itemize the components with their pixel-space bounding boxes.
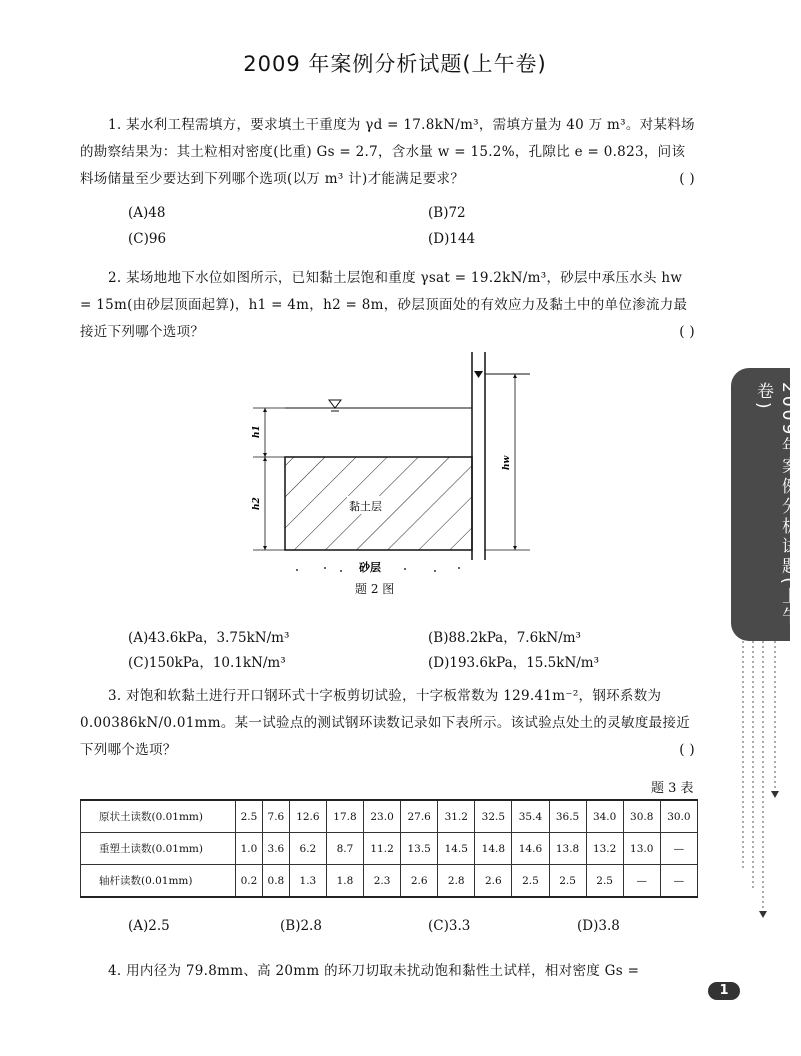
table-cell: 3.6 (262, 833, 289, 865)
arrow-down-icon (771, 791, 779, 798)
hw-label: hw (502, 455, 512, 470)
table-cell: 14.5 (438, 833, 475, 865)
table-cell: 1.3 (289, 865, 326, 898)
table-cell: 30.0 (660, 800, 697, 833)
table-cell: 36.5 (549, 800, 586, 833)
table-cell: — (660, 833, 697, 865)
table-cell: 1.0 (236, 833, 263, 865)
table-cell: 35.4 (512, 800, 549, 833)
table-cell: 13.5 (401, 833, 438, 865)
table-cell: 34.0 (586, 800, 623, 833)
groundwater-diagram (245, 350, 565, 575)
question-4 (80, 958, 695, 985)
h2-label: h2 (252, 497, 262, 510)
q3-option-b: (B)2.8 (280, 918, 322, 934)
q1-option-d: (D)144 (428, 231, 476, 247)
q3-option-d: (D)3.8 (577, 918, 620, 934)
question-3 (80, 683, 695, 764)
table-cell: 0.8 (262, 865, 289, 898)
table-cell: 2.5 (236, 800, 263, 833)
row-label: 轴杆读数(0.01mm) (81, 865, 236, 898)
table-cell: 12.6 (289, 800, 326, 833)
table-row (81, 800, 698, 833)
q2-option-c: (C)150kPa，10.1kN/m³ (128, 655, 286, 671)
question-2 (80, 265, 695, 346)
side-tab-label: 2009年案例分析试题(上午卷) (753, 382, 798, 627)
table-cell: 0.2 (236, 865, 263, 898)
table-cell: 30.8 (623, 800, 660, 833)
table-cell: 13.0 (623, 833, 660, 865)
chapter-side-tab (731, 368, 798, 641)
question-4-text: 4. 用内径为 79.8mm、高 20mm 的环刀切取未扰动饱和黏性土试样，相对密度 Gs = (108, 963, 640, 979)
q3-option-c: (C)3.3 (428, 918, 471, 934)
table-cell: 2.6 (401, 865, 438, 898)
reading-table (80, 799, 698, 898)
table-cell: 13.8 (549, 833, 586, 865)
table-cell: 2.5 (586, 865, 623, 898)
table-cell: 11.2 (364, 833, 401, 865)
q1-option-a: (A)48 (128, 205, 166, 221)
h1-label: h1 (252, 425, 262, 438)
q1-option-b: (B)72 (428, 205, 466, 221)
table-cell: 13.2 (586, 833, 623, 865)
q1-option-c: (C)96 (128, 231, 167, 247)
question-3-text: 3. 对饱和软黏土进行开口钢环式十字板剪切试验，十字板常数为 129.41m⁻²，钢环系数为 0.00386kN/0.01mm。某一试验点的测试钢环读数记录如下表所示。该试验点处土的灵敏度最接近下列哪个选项？ (80, 688, 691, 758)
water-level-icon (474, 371, 483, 378)
water-level-icon (329, 400, 341, 408)
clay-label: 黏土层 (349, 500, 382, 513)
table-cell: 27.6 (401, 800, 438, 833)
q2-option-a: (A)43.6kPa，3.75kN/m³ (128, 630, 290, 646)
table-cell: 14.6 (512, 833, 549, 865)
table-row (81, 865, 698, 898)
arrow-down-icon (759, 911, 767, 918)
table-cell: 7.6 (262, 800, 289, 833)
answer-paren: ( ) (679, 324, 695, 340)
q2-option-b: (B)88.2kPa，7.6kN/m³ (428, 630, 581, 646)
table-cell: 8.7 (326, 833, 363, 865)
answer-paren: ( ) (679, 171, 695, 187)
table-cell: — (660, 865, 697, 898)
table-cell: 1.8 (326, 865, 363, 898)
table-cell: 6.2 (289, 833, 326, 865)
q3-option-a: (A)2.5 (128, 918, 170, 934)
page-title: 2009 年案例分析试题(上午卷) (243, 52, 547, 76)
answer-paren: ( ) (679, 742, 695, 758)
table-row (81, 833, 698, 865)
table-cell: — (623, 865, 660, 898)
side-guide-lines (735, 641, 790, 931)
table-caption: 题 3 表 (651, 781, 694, 796)
table-cell: 14.8 (475, 833, 512, 865)
table-cell: 2.5 (549, 865, 586, 898)
figure-caption: 题 2 图 (355, 582, 395, 596)
table-cell: 2.3 (364, 865, 401, 898)
q2-option-d: (D)193.6kPa，15.5kN/m³ (428, 655, 600, 671)
table-cell: 2.8 (438, 865, 475, 898)
sand-label: 砂层 (359, 561, 381, 574)
table-cell: 2.6 (475, 865, 512, 898)
question-2-text: 2. 某场地地下水位如图所示，已知黏土层饱和重度 γsat = 19.2kN/m³，砂层中承压水头 hw = 15m(由砂层顶面起算)，h1 = 4m，h2 = 8m，砂层顶面处的有效应力及黏土中的单位渗流力最接近下列哪个选项？ (80, 270, 688, 340)
table-cell: 32.5 (475, 800, 512, 833)
page-number: 1 (708, 982, 740, 1000)
table-cell: 23.0 (364, 800, 401, 833)
question-1 (80, 112, 695, 193)
table-cell: 31.2 (438, 800, 475, 833)
row-label: 重塑土读数(0.01mm) (81, 833, 236, 865)
question-1-text: 1. 某水利工程需填方，要求填土干重度为 γd = 17.8kN/m³，需填方量为 40 万 m³。对某料场的勘察结果为：其土粒相对密度(比重) Gs = 2.7，含水量 w = 15.2%，孔隙比 e = 0.823，问该料场储量至少要达到下列哪个选项(以万 m³ 计)才能满足要求？ (80, 117, 695, 187)
row-label: 原状土读数(0.01mm) (81, 800, 236, 833)
table-cell: 17.8 (326, 800, 363, 833)
table-cell: 2.5 (512, 865, 549, 898)
